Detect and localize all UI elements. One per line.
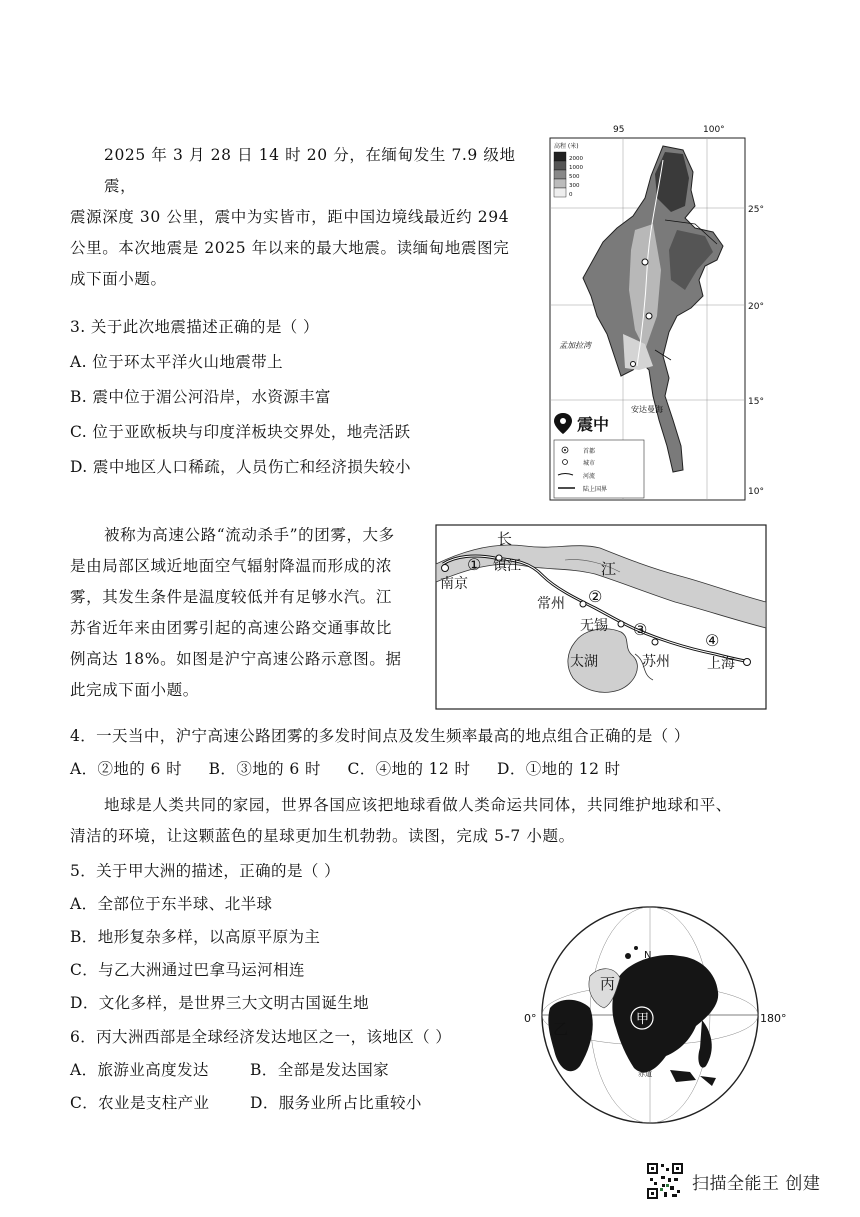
marker-2: ②: [588, 587, 603, 606]
lon-95-label: 95: [613, 125, 625, 135]
q3-option-b: B. 震中位于湄公河沿岸，水资源丰富: [70, 388, 331, 406]
q6-stem: 6．丙大洲西部是全球经济发达地区之一，该地区（ ）: [70, 1028, 452, 1046]
question-5: [70, 856, 530, 1019]
q6-option-c: C．农业是支柱产业: [70, 1094, 210, 1112]
island-dot: [625, 953, 631, 959]
elev-value: 1000: [569, 165, 583, 171]
city-marker: [642, 259, 648, 265]
q3-stem: 3. 关于此次地震描述正确的是（ ）: [70, 318, 319, 336]
bay-of-bengal-label: 孟加拉湾: [559, 341, 591, 350]
city-icon: [563, 460, 568, 465]
marker-1: ①: [467, 555, 482, 574]
intro1-line3: 公里。本次地震是 2025 年以来的最大地震。读缅甸地震图完: [70, 239, 510, 257]
intro-paragraph-fog: [70, 520, 430, 706]
label-chang: 长: [497, 530, 513, 548]
question-4: [70, 721, 810, 785]
elev-value: 2000: [569, 156, 583, 162]
elev-swatch: [554, 161, 566, 170]
q6-options-row1: [70, 1055, 530, 1086]
intro3-line1: 地球是人类共同的家园，世界各国应该把地球看做人类命运共同体，共同维护地球和平、: [104, 796, 732, 814]
intro1-line1: 2025 年 3 月 28 日 14 时 20 分，在缅甸发生 7.9 级地震，: [104, 146, 516, 195]
city-marker: [631, 362, 636, 367]
marker-4: ④: [705, 631, 720, 650]
shanghai-marker: [744, 659, 751, 666]
elev-value: 500: [569, 174, 580, 180]
label-taihu: 太湖: [570, 654, 598, 670]
intro2-line4: 苏省近年来由团雾引起的高速公路交通事故比: [70, 619, 393, 637]
suzhou-marker: [652, 639, 658, 645]
watermark-text: 扫描全能王 创建: [692, 1173, 821, 1194]
intro-paragraph-earthquake: [70, 140, 540, 295]
elev-swatch: [554, 170, 566, 179]
label-nanjing: 南京: [440, 576, 468, 592]
epicenter-marker: [554, 413, 609, 434]
q3-option-c: C. 位于亚欧板块与印度洋板块交界处，地壳活跃: [70, 423, 411, 441]
q3-option-a: A. 位于环太平洋火山地震带上: [70, 353, 284, 371]
changzhou-marker: [580, 601, 586, 607]
q4-stem: 4．一天当中，沪宁高速公路团雾的多发时间点及发生频率最高的地点组合正确的是（ ）: [70, 727, 690, 745]
lat-25-label: 25°: [748, 205, 764, 215]
intro2-line2: 是由局部区域近地面空气辐射降温而形成的浓: [70, 557, 393, 575]
question-3: [70, 312, 540, 483]
intro3-line2: 清洁的环境，让这颗蓝色的星球更加生机勃勃。读图，完成 5-7 小题。: [70, 827, 575, 845]
label-equator: 赤道: [638, 1070, 652, 1078]
q6-option-a: A．旅游业高度发达: [70, 1061, 209, 1079]
label-suzhou: 苏州: [642, 654, 670, 670]
elev-value: 300: [569, 183, 580, 189]
label-0-degree: 0°: [524, 1012, 537, 1025]
label-shanghai: 上海: [707, 656, 735, 672]
legend-capital: 首都: [583, 448, 596, 455]
q4-options: A．②地的 6 时 B．③地的 6 时 C．④地的 12 时 D．①地的 12 时: [70, 760, 621, 778]
elev-swatch: [554, 152, 566, 161]
label-changzhou: 常州: [537, 596, 565, 612]
intro1-line4: 成下面小题。: [70, 270, 167, 288]
wuxi-marker: [618, 621, 624, 627]
label-jia: 甲: [636, 1012, 650, 1027]
legend-city: 城市: [583, 460, 596, 467]
q5-stem: 5．关于甲大洲的描述，正确的是（ ）: [70, 862, 340, 880]
label-bing: 丙: [600, 975, 616, 993]
andaman-sea-label: 安达曼海: [631, 405, 663, 414]
label-wuxi: 无锡: [580, 618, 608, 634]
epicenter-label: 震中: [577, 415, 610, 434]
scanner-watermark: [646, 1162, 820, 1200]
qr-code-icon: [646, 1162, 684, 1200]
myanmar-earthquake-map: [545, 120, 770, 505]
huning-highway-map: [435, 524, 767, 710]
label-180-degree: 180°: [760, 1012, 787, 1025]
label-zhenjiang: 镇江: [493, 558, 521, 574]
intro2-line1: 被称为高速公路“流动杀手”的团雾，大多: [104, 526, 395, 544]
capital-icon-dot: [564, 449, 566, 451]
q5-option-b: B．地形复杂多样，以高原平原为主: [70, 928, 321, 946]
intro2-line3: 雾，其发生条件是温度较低并有足够水汽。江: [70, 588, 393, 606]
q5-option-a: A．全部位于东半球、北半球: [70, 895, 273, 913]
lat-15-label: 15°: [748, 397, 764, 407]
elev-swatch: [554, 188, 566, 197]
q6-option-b: B．全部是发达国家: [250, 1061, 389, 1079]
globe-map: [520, 900, 790, 1130]
legend-border: 陆上国界: [583, 486, 608, 493]
elev-swatch: [554, 179, 566, 188]
label-jiang: 江: [601, 560, 617, 578]
intro1-line2: 震源深度 30 公里，震中为实皆市，距中国边境线最近约 294: [70, 208, 510, 226]
q5-option-c: C．与乙大洲通过巴拿马运河相连: [70, 961, 305, 979]
label-north: N: [644, 950, 652, 961]
q3-option-d: D. 震中地区人口稀疏，人员伤亡和经济损失较小: [70, 458, 411, 476]
question-6: [70, 1022, 530, 1119]
elevation-legend-title: 高程 (米): [554, 143, 579, 150]
q6-option-d: D．服务业所占比重较小: [250, 1094, 422, 1112]
island-dot: [634, 946, 638, 950]
lon-100-label: 100°: [703, 125, 725, 135]
lat-10-label: 10°: [748, 487, 764, 497]
intro-paragraph-earth: [70, 790, 810, 852]
lat-20-label: 20°: [748, 302, 764, 312]
nanjing-marker: [442, 565, 449, 572]
q5-option-d: D．文化多样，是世界三大文明古国诞生地: [70, 994, 370, 1012]
intro2-line5: 例高达 18%。如图是沪宁高速公路示意图。据: [70, 650, 402, 668]
capital-marker: [646, 313, 652, 319]
q6-options-row2: [70, 1088, 530, 1119]
pin-hole: [560, 418, 566, 424]
intro2-line6: 此完成下面小题。: [70, 681, 199, 699]
elev-value: 0: [569, 192, 573, 198]
label-yi: 乙: [553, 1020, 569, 1038]
legend-river: 河流: [583, 473, 596, 480]
marker-3: ③: [633, 620, 648, 639]
